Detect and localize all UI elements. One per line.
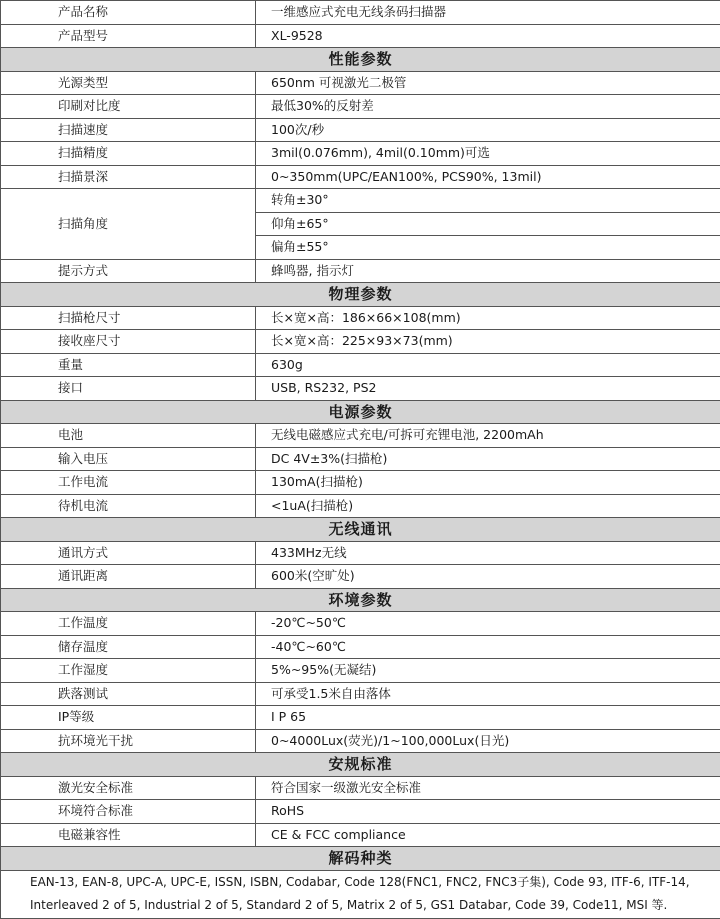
section-title: 安规标准 <box>1 753 720 777</box>
spec-label: 跌落测试 <box>1 682 256 706</box>
section-title: 物理参数 <box>1 283 720 307</box>
spec-value: XL-9528 <box>256 24 720 48</box>
spec-label: 工作温度 <box>1 612 256 636</box>
spec-value: 无线电磁感应式充电/可拆可充锂电池, 2200mAh <box>256 424 720 448</box>
table-row <box>1 71 720 95</box>
spec-label: 扫描枪尺寸 <box>1 306 256 330</box>
table-row <box>1 424 720 448</box>
spec-label: 接口 <box>1 377 256 401</box>
table-row <box>1 706 720 730</box>
table-row <box>1 659 720 683</box>
spec-label: 工作电流 <box>1 471 256 495</box>
spec-value: 可承受1.5米自由落体 <box>256 682 720 706</box>
table-row <box>1 800 720 824</box>
section-header-environment <box>1 588 720 612</box>
section-header-power <box>1 400 720 424</box>
spec-label: 接收座尺寸 <box>1 330 256 354</box>
spec-label: 光源类型 <box>1 71 256 95</box>
spec-value: 600米(空旷处) <box>256 565 720 589</box>
spec-value: 长×宽×高：225×93×73(mm) <box>256 330 720 354</box>
table-row <box>1 635 720 659</box>
table-row <box>1 118 720 142</box>
table-row <box>1 95 720 119</box>
section-header-safety <box>1 753 720 777</box>
spec-label: 环境符合标准 <box>1 800 256 824</box>
spec-value: -40℃~60℃ <box>256 635 720 659</box>
section-header-wireless <box>1 518 720 542</box>
spec-value: 3mil(0.076mm), 4mil(0.10mm)可选 <box>256 142 720 166</box>
table-row <box>1 189 720 213</box>
spec-label: 通讯方式 <box>1 541 256 565</box>
spec-label: 扫描景深 <box>1 165 256 189</box>
table-row <box>1 142 720 166</box>
spec-value: USB, RS232, PS2 <box>256 377 720 401</box>
table-row <box>1 776 720 800</box>
spec-label: 印刷对比度 <box>1 95 256 119</box>
spec-value: DC 4V±3%(扫描枪) <box>256 447 720 471</box>
table-row <box>1 471 720 495</box>
spec-value: 130mA(扫描枪) <box>256 471 720 495</box>
spec-label: 扫描速度 <box>1 118 256 142</box>
spec-value: CE & FCC compliance <box>256 823 720 847</box>
spec-label: 工作湿度 <box>1 659 256 683</box>
spec-label: 通讯距离 <box>1 565 256 589</box>
spec-value: 一维感应式充电无线条码扫描器 <box>256 1 720 25</box>
spec-label: 扫描角度 <box>1 189 256 260</box>
table-row <box>1 377 720 401</box>
section-title: 电源参数 <box>1 400 720 424</box>
spec-value: I P 65 <box>256 706 720 730</box>
spec-value: 0~350mm(UPC/EAN100%, PCS90%, 13mil) <box>256 165 720 189</box>
spec-value: -20℃~50℃ <box>256 612 720 636</box>
spec-value: RoHS <box>256 800 720 824</box>
spec-label: 储存温度 <box>1 635 256 659</box>
table-row <box>1 729 720 753</box>
spec-value: 符合国家一级激光安全标准 <box>256 776 720 800</box>
table-row <box>1 541 720 565</box>
table-row <box>1 565 720 589</box>
spec-label: 电磁兼容性 <box>1 823 256 847</box>
spec-value: 100次/秒 <box>256 118 720 142</box>
spec-label: 提示方式 <box>1 259 256 283</box>
spec-label: 产品型号 <box>1 24 256 48</box>
table-row <box>1 870 720 918</box>
table-row <box>1 1 720 25</box>
table-row <box>1 823 720 847</box>
table-row <box>1 259 720 283</box>
decode-symbologies: EAN-13, EAN-8, UPC-A, UPC-E, ISSN, ISBN, Codabar, Code 128(FNC1, FNC2, FNC3子集), Code 93, ITF-6, ITF-14, Interleaved 2 of 5, Industrial 2 of 5, Standard 2 of 5, Matrix 2 of 5, GS1 Databar, Code 39, Code11, MSI 等. <box>1 870 720 918</box>
table-row <box>1 447 720 471</box>
spec-value: 蜂鸣器, 指示灯 <box>256 259 720 283</box>
spec-value: 最低30%的反射差 <box>256 95 720 119</box>
table-row <box>1 612 720 636</box>
spec-label: 电池 <box>1 424 256 448</box>
section-header-physical <box>1 283 720 307</box>
table-row <box>1 682 720 706</box>
table-row <box>1 24 720 48</box>
section-header-decode <box>1 847 720 871</box>
spec-label: 产品名称 <box>1 1 256 25</box>
table-row <box>1 353 720 377</box>
spec-value: 630g <box>256 353 720 377</box>
spec-label: 扫描精度 <box>1 142 256 166</box>
spec-label: 待机电流 <box>1 494 256 518</box>
section-header-performance <box>1 48 720 72</box>
spec-value: <1uA(扫描枪) <box>256 494 720 518</box>
table-row <box>1 330 720 354</box>
spec-label: IP等级 <box>1 706 256 730</box>
table-row <box>1 494 720 518</box>
spec-value: 5%~95%(无凝结) <box>256 659 720 683</box>
section-title: 环境参数 <box>1 588 720 612</box>
spec-value: 0~4000Lux(荧光)/1~100,000Lux(日光) <box>256 729 720 753</box>
spec-value: 长×宽×高：186×66×108(mm) <box>256 306 720 330</box>
spec-value: 650nm 可视激光二极管 <box>256 71 720 95</box>
spec-value: 433MHz无线 <box>256 541 720 565</box>
table-row <box>1 306 720 330</box>
spec-value: 仰角±65° <box>256 212 720 236</box>
section-title: 无线通讯 <box>1 518 720 542</box>
section-title: 解码种类 <box>1 847 720 871</box>
spec-label: 激光安全标准 <box>1 776 256 800</box>
spec-label: 重量 <box>1 353 256 377</box>
section-title: 性能参数 <box>1 48 720 72</box>
spec-label: 输入电压 <box>1 447 256 471</box>
spec-label: 抗环境光干扰 <box>1 729 256 753</box>
spec-value: 偏角±55° <box>256 236 720 260</box>
spec-value: 转角±30° <box>256 189 720 213</box>
table-row <box>1 165 720 189</box>
